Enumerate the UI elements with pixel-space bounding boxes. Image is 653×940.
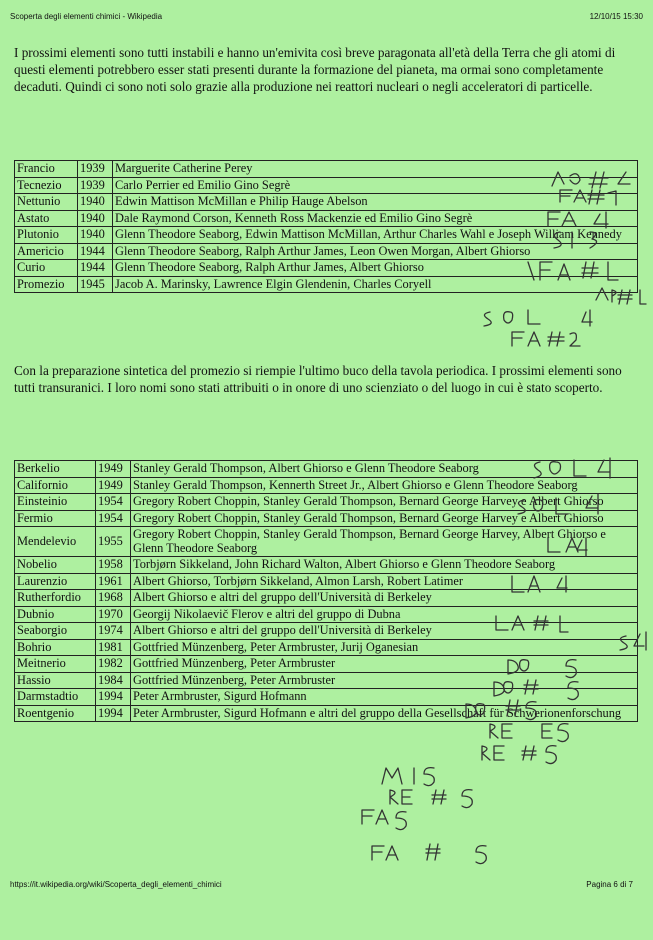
year-cell: 1939 — [78, 161, 113, 178]
discoverers-cell: Georgij Nikolaevič Flerov e altri del gruppo di Dubna — [131, 606, 638, 623]
element-cell: Fermio — [15, 510, 96, 527]
table-row — [15, 461, 638, 478]
year-cell: 1984 — [96, 672, 131, 689]
element-cell: Rutherfordio — [15, 590, 96, 607]
table-row — [15, 194, 638, 211]
elements-table-2 — [14, 460, 638, 722]
intro-paragraph: I prossimi elementi sono tutti instabili e hanno un'emivita così breve paragonata all'età della Terra che gli atomi di questi elementi potrebbero esser stati presenti durante la formazione del pianeta, ma ormai sono completamente decaduti. Quindi ci sono noti solo grazie alla produzione nei reattori nucleari o negli acceleratori di particelle. — [14, 45, 616, 94]
element-cell: Francio — [15, 161, 78, 178]
year-cell: 1944 — [78, 243, 113, 260]
element-cell: Roentgenio — [15, 705, 96, 722]
table-row — [15, 639, 638, 656]
table-row — [15, 227, 638, 244]
handwritten-mark — [362, 810, 406, 830]
discoverers-cell: Glenn Theodore Seaborg, Ralph Arthur James, Leon Owen Morgan, Albert Ghiorso — [113, 243, 638, 260]
discoverers-cell: Gregory Robert Choppin, Stanley Gerald Thompson, Bernard George Harvey, Albert Ghiorso e Glenn Theodore Seaborg — [131, 527, 638, 557]
table-row — [15, 573, 638, 590]
year-cell: 1945 — [78, 276, 113, 293]
element-cell: Einsteinio — [15, 494, 96, 511]
table-row — [15, 260, 638, 277]
element-cell: Bohrio — [15, 639, 96, 656]
year-cell: 1940 — [78, 210, 113, 227]
year-cell: 1994 — [96, 705, 131, 722]
year-cell: 1981 — [96, 639, 131, 656]
element-cell: Seaborgio — [15, 623, 96, 640]
year-cell: 1954 — [96, 494, 131, 511]
discoverers-cell: Dale Raymond Corson, Kenneth Ross Mackenzie ed Emilio Gino Segrè — [113, 210, 638, 227]
table-row — [15, 606, 638, 623]
year-cell: 1954 — [96, 510, 131, 527]
table-row — [15, 477, 638, 494]
discoverers-cell: Gregory Robert Choppin, Stanley Gerald Thompson, Bernard George Harvey e Albert Ghiorso — [131, 510, 638, 527]
table-row — [15, 494, 638, 511]
table-row — [15, 527, 638, 557]
discoverers-cell: Jacob A. Marinsky, Lawrence Elgin Glendenin, Charles Coryell — [113, 276, 638, 293]
year-cell: 1968 — [96, 590, 131, 607]
elements-table-1 — [14, 160, 638, 293]
discoverers-cell: Albert Ghiorso e altri del gruppo dell'Università di Berkeley — [131, 590, 638, 607]
element-cell: Americio — [15, 243, 78, 260]
discoverers-cell: Gottfried Münzenberg, Peter Armbruster — [131, 672, 638, 689]
element-cell: Tecnezio — [15, 177, 78, 194]
document-title: Scoperta degli elementi chimici - Wikipedia — [10, 12, 163, 21]
element-cell: Nettunio — [15, 194, 78, 211]
table-row — [15, 177, 638, 194]
handwritten-mark — [490, 724, 568, 742]
table-row — [15, 672, 638, 689]
discoverers-cell: Marguerite Catherine Perey — [113, 161, 638, 178]
print-datetime: 12/10/15 15:30 — [589, 12, 643, 21]
table-row — [15, 656, 638, 673]
year-cell: 1974 — [96, 623, 131, 640]
handwritten-mark — [482, 746, 556, 764]
discoverers-cell: Albert Ghiorso e altri del gruppo dell'Università di Berkeley — [131, 623, 638, 640]
discoverers-cell: Gottfried Münzenberg, Peter Armbruster — [131, 656, 638, 673]
discoverers-cell: Gottfried Münzenberg, Peter Armbruster, Jurij Oganesian — [131, 639, 638, 656]
year-cell: 1944 — [78, 260, 113, 277]
discoverers-cell: Stanley Gerald Thompson, Albert Ghiorso e Glenn Theodore Seaborg — [131, 461, 638, 478]
discoverers-cell: Albert Ghiorso, Torbjørn Sikkeland, Almon Larsh, Robert Latimer — [131, 573, 638, 590]
element-cell: Promezio — [15, 276, 78, 293]
element-cell: Astato — [15, 210, 78, 227]
element-cell: Californio — [15, 477, 96, 494]
element-cell: Nobelio — [15, 557, 96, 574]
element-cell: Laurenzio — [15, 573, 96, 590]
element-cell: Curio — [15, 260, 78, 277]
discoverers-cell: Gregory Robert Choppin, Stanley Gerald Thompson, Bernard George Harvey e Albert Ghiorso — [131, 494, 638, 511]
handwritten-mark — [382, 768, 434, 786]
year-cell: 1958 — [96, 557, 131, 574]
year-cell: 1939 — [78, 177, 113, 194]
discoverers-cell: Carlo Perrier ed Emilio Gino Segrè — [113, 177, 638, 194]
table-row — [15, 276, 638, 293]
discoverers-cell: Glenn Theodore Seaborg, Edwin Mattison McMillan, Arthur Charles Wahl e Joseph William Kennedy — [113, 227, 638, 244]
table-row — [15, 210, 638, 227]
handwritten-mark — [484, 310, 592, 326]
middle-paragraph: Con la preparazione sintetica del promezio si riempie l'ultimo buco della tavola periodica. I prossimi elementi sono tutti transuranici. I loro nomi sono stati attribuiti o in onore di uno scienziato o del luogo in cui è stato scoperto. — [14, 363, 622, 395]
discoverers-cell: Peter Armbruster, Sigurd Hofmann e altri del gruppo della Gesellschaft für Schwerionenforschung — [131, 705, 638, 722]
table-row — [15, 590, 638, 607]
year-cell: 1955 — [96, 527, 131, 557]
table-row — [15, 705, 638, 722]
handwritten-mark — [390, 790, 472, 808]
table-row — [15, 510, 638, 527]
year-cell: 1940 — [78, 227, 113, 244]
year-cell: 1982 — [96, 656, 131, 673]
year-cell: 1970 — [96, 606, 131, 623]
element-cell: Berkelio — [15, 461, 96, 478]
table-row — [15, 243, 638, 260]
handwritten-mark — [512, 332, 580, 346]
table-row — [15, 623, 638, 640]
element-cell: Plutonio — [15, 227, 78, 244]
handwritten-mark — [372, 844, 486, 864]
table-row — [15, 161, 638, 178]
discoverers-cell: Torbjørn Sikkeland, John Richard Walton, Albert Ghiorso e Glenn Theodore Seaborg — [131, 557, 638, 574]
year-cell: 1940 — [78, 194, 113, 211]
discoverers-cell: Edwin Mattison McMillan e Philip Hauge Abelson — [113, 194, 638, 211]
table-row — [15, 689, 638, 706]
year-cell: 1949 — [96, 461, 131, 478]
discoverers-cell: Stanley Gerald Thompson, Kennerth Street Jr., Albert Ghiorso e Glenn Theodore Seaborg — [131, 477, 638, 494]
element-cell: Darmstadtio — [15, 689, 96, 706]
discoverers-cell: Peter Armbruster, Sigurd Hofmann — [131, 689, 638, 706]
element-cell: Meitnerio — [15, 656, 96, 673]
table-row — [15, 557, 638, 574]
element-cell: Dubnio — [15, 606, 96, 623]
element-cell: Mendelevio — [15, 527, 96, 557]
year-cell: 1994 — [96, 689, 131, 706]
element-cell: Hassio — [15, 672, 96, 689]
page-number: Pagina 6 di 7 — [586, 880, 633, 889]
page-url: https://it.wikipedia.org/wiki/Scoperta_degli_elementi_chimici — [10, 880, 222, 889]
discoverers-cell: Glenn Theodore Seaborg, Ralph Arthur James, Albert Ghiorso — [113, 260, 638, 277]
year-cell: 1949 — [96, 477, 131, 494]
year-cell: 1961 — [96, 573, 131, 590]
